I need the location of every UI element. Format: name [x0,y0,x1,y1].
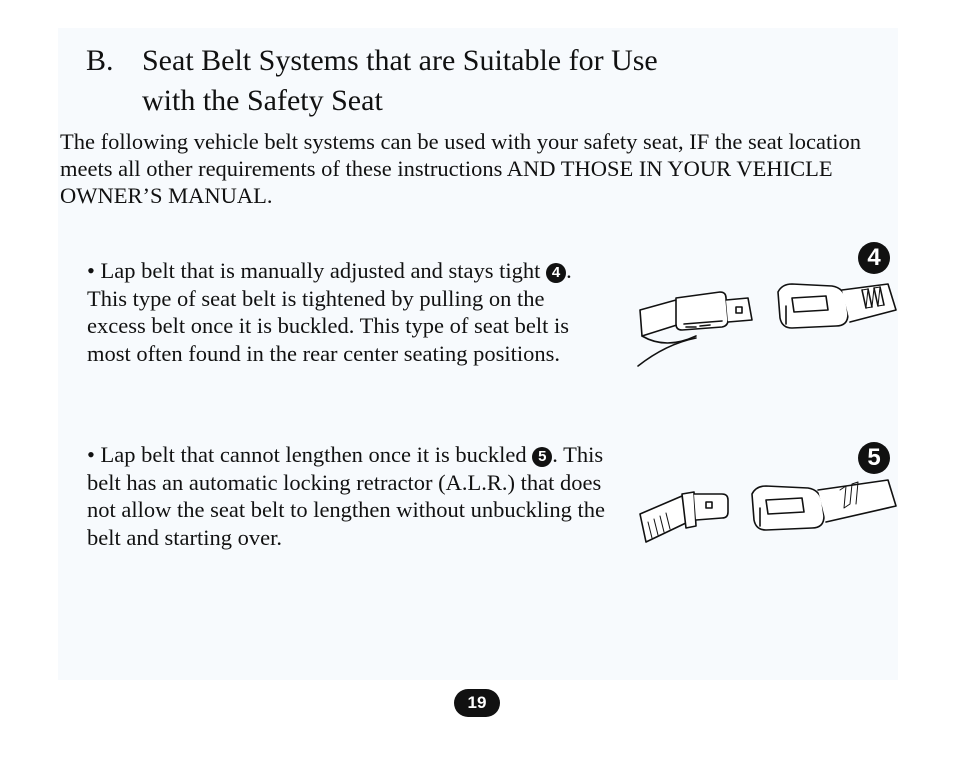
item-text-end: . This belt has an automatic locking retractor (A.L.R.) that does not allow the seat belt to lengthen without unbuckling the belt and starting over. [87,442,606,550]
bullet: • [87,442,95,467]
alr-lap-belt-illustration [636,478,898,548]
item-text-end: . This type of seat belt is tightened by pulling on the excess belt once it is buckled. This type of seat belt is most often found in the rear center seating positions. [87,258,572,366]
page-number-badge: 19 [454,689,500,717]
manual-lap-belt-illustration [636,280,898,372]
figure-number-4-badge: 4 [858,242,890,274]
bullet: • [87,258,95,283]
belt-item-manual-lap-belt [87,257,607,367]
section-title-line-2: with the Safety Seat [142,84,383,117]
intro-paragraph: The following vehicle belt systems can be used with your safety seat, IF the seat location meets all other requirements of these instructions AND THOSE IN YOUR VEHICLE OWNER’S MANUAL. [60,129,862,208]
figure-ref-5: 5 [532,447,552,467]
item-text-start: Lap belt that cannot lengthen once it is buckled [100,442,527,467]
section-letter: B. [86,44,114,77]
section-title-line-1: Seat Belt Systems that are Suitable for Use [142,44,658,77]
figure-number-5-badge: 5 [858,442,890,474]
belt-item-alr-lap-belt [87,441,607,551]
item-text-start: Lap belt that is manually adjusted and stays tight [100,258,541,283]
figure-ref-4: 4 [546,263,566,283]
